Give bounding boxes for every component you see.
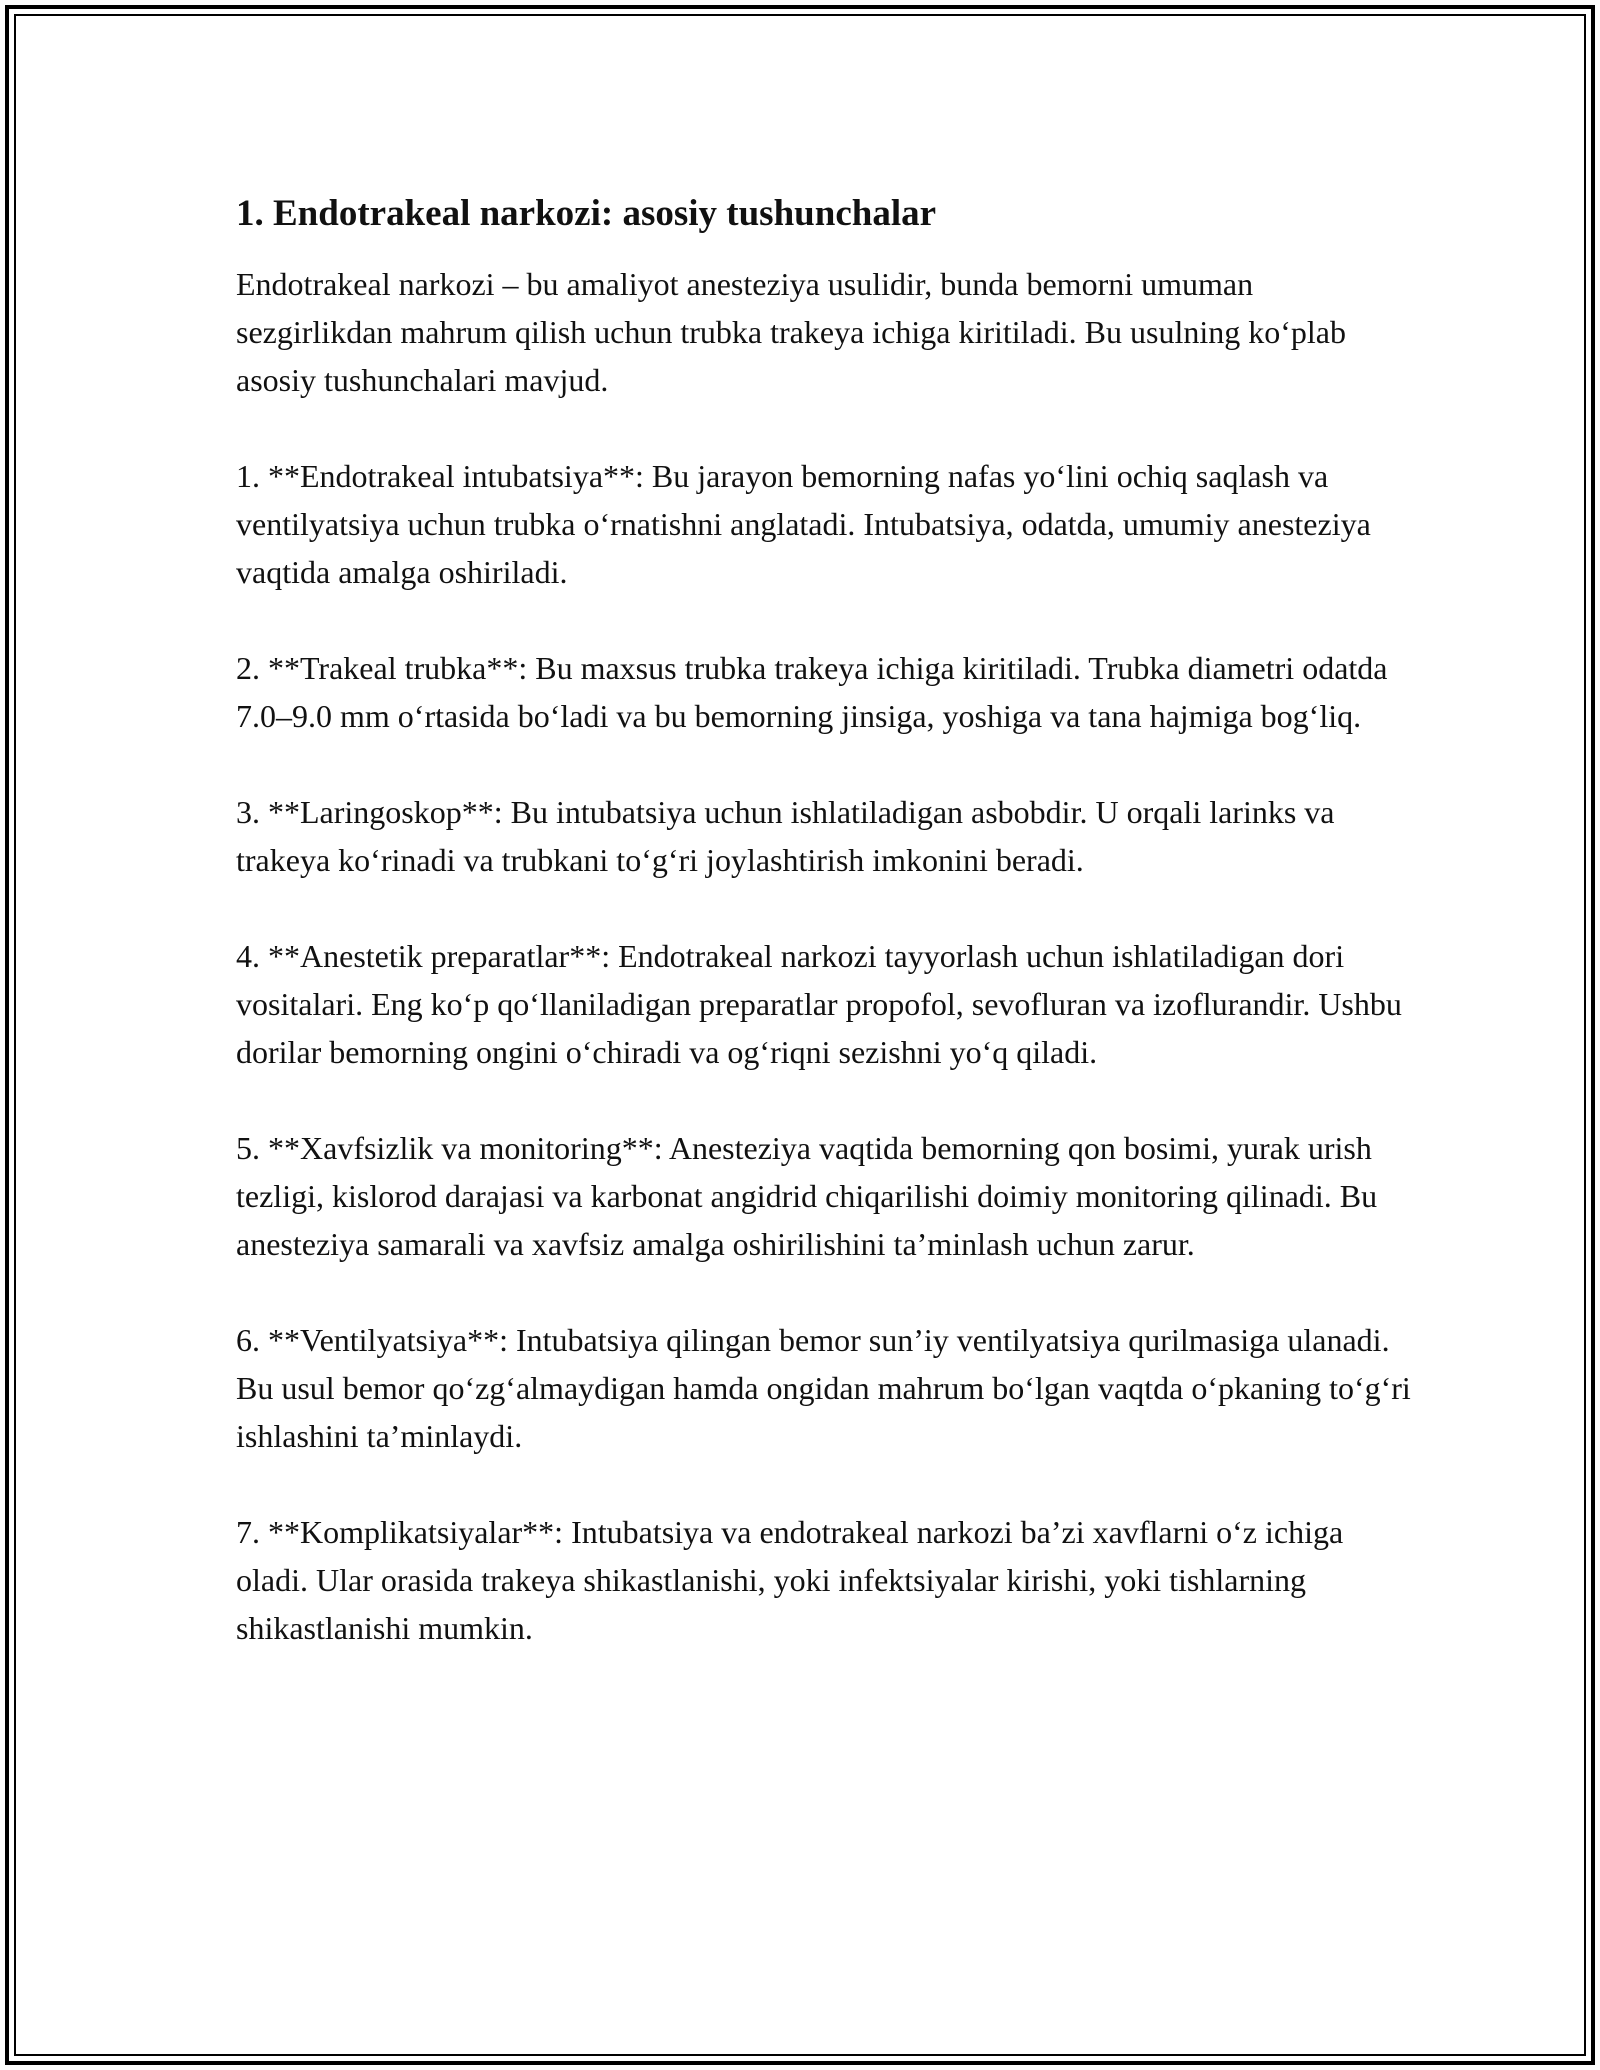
document-title: 1. Endotrakeal narkozi: asosiy tushunchalar <box>236 193 937 234</box>
document-body <box>236 188 1416 1700</box>
list-item-ventilation: 6. **Ventilyatsiya**: Intubatsiya qilingan bemor sun’iy ventilyatsiya qurilmasiga ulanadi. Bu usul bemor qo‘zg‘almaydigan hamda ongidan mahrum bo‘lgan vaqtda o‘pkaning to‘g‘ri ishlashini ta’minlaydi. <box>236 1322 1411 1454</box>
list-item-safety-monitoring: 5. **Xavfsizlik va monitoring**: Anesteziya vaqtida bemorning qon bosimi, yurak urish tezligi, kislorod darajasi va karbonat angidrid chiqarilishi doimiy monitoring qilinadi. Bu anesteziya samarali va xavfsiz amalga oshirilishini ta’minlash uchun zarur. <box>236 1130 1378 1262</box>
list-item-tracheal-tube: 2. **Trakeal trubka**: Bu maxsus trubka trakeya ichiga kiritiladi. Trubka diametri odatda 7.0–9.0 mm o‘rtasida bo‘ladi va bu bemorning jinsiga, yoshiga va tana hajmiga bog‘liq. <box>236 650 1388 734</box>
list-item-complications: 7. **Komplikatsiyalar**: Intubatsiya va endotrakeal narkozi ba’zi xavflarni o‘z ichiga oladi. Ular orasida trakeya shikastlanishi, yoki infektsiyalar kirishi, yoki tishlarning shikastlanishi mumkin. <box>236 1514 1344 1646</box>
list-item-intubation: 1. **Endotrakeal intubatsiya**: Bu jarayon bemorning nafas yo‘lini ochiq saqlash va ventilyatsiya uchun trubka o‘rnatishni anglatadi. Intubatsiya, odatda, umumiy anesteziya vaqtida amalga oshiriladi. <box>236 458 1371 590</box>
list-item-anesthetic-drugs: 4. **Anestetik preparatlar**: Endotrakeal narkozi tayyorlash uchun ishlatiladigan dori vositalari. Eng ko‘p qo‘llaniladigan preparatlar propofol, sevofluran va izoflurandir. Ushbu dorilar bemorning ongini o‘chiradi va og‘riqni sezishni yo‘q qiladi. <box>236 938 1402 1070</box>
list-item-laryngoscope: 3. **Laringoskop**: Bu intubatsiya uchun ishlatiladigan asbobdir. U orqali larinks va trakeya ko‘rinadi va trubkani to‘g‘ri joylashtirish imkonini beradi. <box>236 794 1335 878</box>
intro-paragraph: Endotrakeal narkozi – bu amaliyot anesteziya usulidir, bunda bemorni umuman sezgirlikdan mahrum qilish uchun trubka trakeya ichiga kiritiladi. Bu usulning ko‘plab asosiy tushunchalari mavjud. <box>236 266 1346 398</box>
